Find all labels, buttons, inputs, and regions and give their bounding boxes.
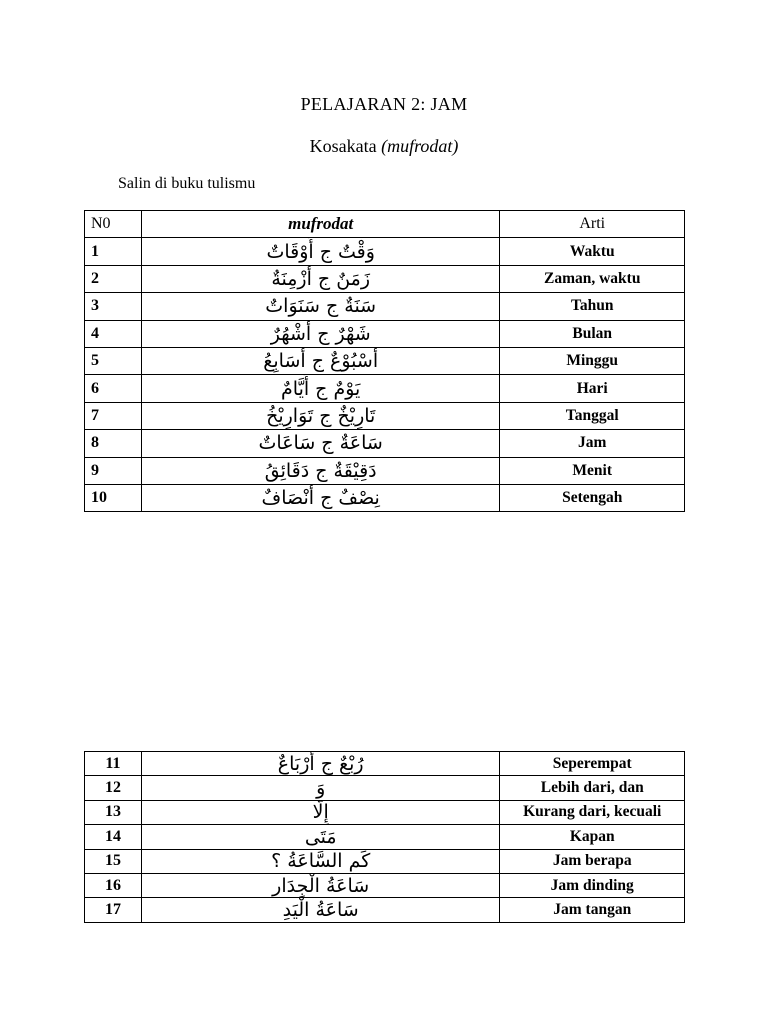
meaning: Kurang dari, kecuali [500,800,685,824]
row-number: 8 [85,430,142,457]
arabic-word: وَقْتٌ ج أَوْقَاتٌ [141,238,500,265]
vocabulary-table-1 [84,210,685,512]
table-row [85,873,685,897]
arabic-word: سَاعَةٌ ج سَاعَاتٌ [141,430,500,457]
table-row [85,752,685,776]
table-row [85,293,685,320]
table-row [85,320,685,347]
page-title: PELAJARAN 2: JAM [300,94,468,114]
meaning: Jam [500,430,685,457]
table-row [85,825,685,849]
meaning: Tahun [500,293,685,320]
arabic-word: تَارِيْخٌ ج تَوَارِيْخُ [141,402,500,429]
row-number: 16 [85,873,142,897]
table-row [85,898,685,922]
table-row [85,457,685,484]
row-number: 4 [85,320,142,347]
arabic-word: كَمِ السَّاعَةُ ؟ [141,849,500,873]
row-number: 15 [85,849,142,873]
header-arti: Arti [500,211,685,238]
table-row [85,849,685,873]
arabic-word: رُبْعٌ ج أَرْبَاعٌ [141,752,500,776]
arabic-word: إِلَّا [141,800,500,824]
table-row [85,776,685,800]
meaning: Setengah [500,484,685,511]
meaning: Jam dinding [500,873,685,897]
row-number: 10 [85,484,142,511]
row-number: 11 [85,752,142,776]
meaning: Waktu [500,238,685,265]
table-row [85,430,685,457]
arabic-word: شَهْرٌ ج أَشْهُرٌ [141,320,500,347]
meaning: Jam berapa [500,849,685,873]
subtitle-main: Kosakata [309,136,377,156]
table-header-row [85,211,685,238]
arabic-word: وَ [141,776,500,800]
header-mufrodat: mufrodat [141,211,500,238]
meaning: Kapan [500,825,685,849]
meaning: Seperempat [500,752,685,776]
instruction-text: Salin di buku tulismu [118,175,256,192]
meaning: Bulan [500,320,685,347]
meaning: Hari [500,375,685,402]
subtitle-italic: (mufrodat) [381,136,459,156]
row-number: 7 [85,402,142,429]
row-number: 9 [85,457,142,484]
arabic-word: نِصْفٌ ج أَنْصَافٌ [141,484,500,511]
arabic-word: أُسْبُوْعٌ ج أَسَابِعُ [141,347,500,374]
meaning: Tanggal [500,402,685,429]
arabic-word: سَاعَةُ الْيَدِ [141,898,500,922]
subtitle [0,136,768,157]
row-number: 3 [85,293,142,320]
meaning: Zaman, waktu [500,265,685,292]
row-number: 2 [85,265,142,292]
row-number: 6 [85,375,142,402]
arabic-word: زَمَنٌ ج أَزْمِنَةٌ [141,265,500,292]
meaning: Jam tangan [500,898,685,922]
meaning: Lebih dari, dan [500,776,685,800]
meaning: Minggu [500,347,685,374]
row-number: 17 [85,898,142,922]
row-number: 14 [85,825,142,849]
table-row [85,375,685,402]
table-row [85,800,685,824]
arabic-word: يَوْمٌ ج أَيَّامٌ [141,375,500,402]
vocabulary-table-2 [84,751,685,923]
arabic-word: دَقِيْقَةٌ ج دَقَائِقُ [141,457,500,484]
row-number: 13 [85,800,142,824]
table-row [85,265,685,292]
table-row [85,402,685,429]
table-row [85,347,685,374]
table-row [85,484,685,511]
header-no: N0 [85,211,142,238]
arabic-word: سَنَةٌ ج سَنَوَاتٌ [141,293,500,320]
row-number: 1 [85,238,142,265]
arabic-word: مَتَى [141,825,500,849]
row-number: 12 [85,776,142,800]
arabic-word: سَاعَةُ الْجِدَارِ [141,873,500,897]
meaning: Menit [500,457,685,484]
row-number: 5 [85,347,142,374]
table-row [85,238,685,265]
